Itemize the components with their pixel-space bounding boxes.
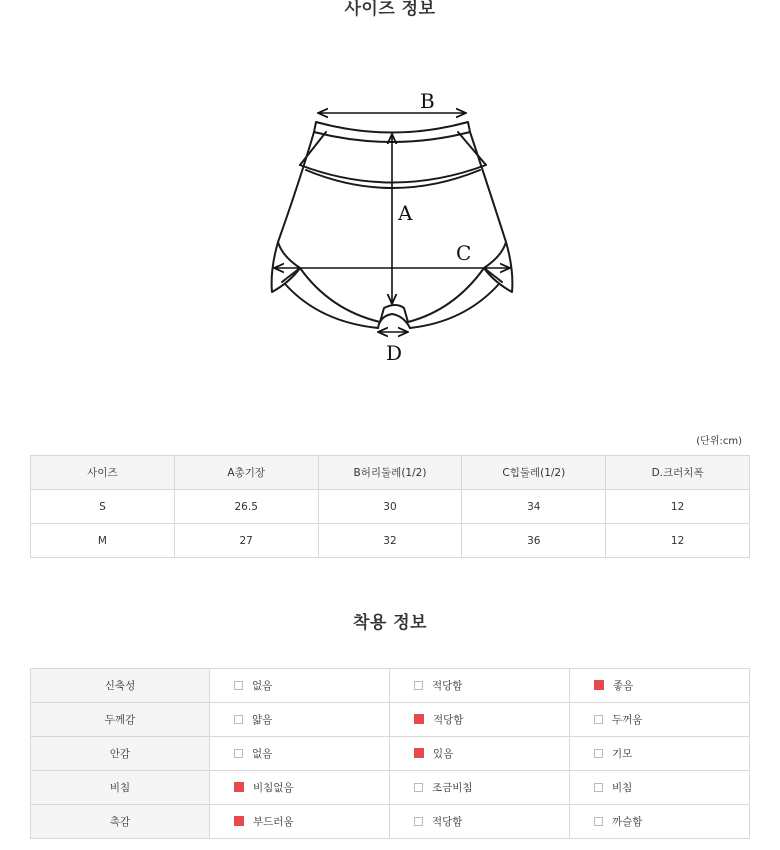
label-b: B: [420, 89, 435, 113]
fit-table: [30, 668, 750, 839]
label-a: A: [398, 201, 413, 225]
checkbox-checked[interactable]: [414, 714, 424, 724]
checkbox-checked[interactable]: [594, 680, 604, 690]
fit-info-title: 착용 정보: [352, 613, 428, 633]
label-c: C: [456, 241, 472, 265]
fit-option[interactable]: [210, 669, 390, 703]
fit-option-label: 적당함: [433, 714, 464, 726]
fit-option-label: 비침없음: [253, 782, 294, 794]
table-cell: 12: [606, 524, 750, 558]
table-cell: 34: [462, 490, 606, 524]
checkbox-unchecked[interactable]: [594, 817, 603, 826]
fit-row-label: 신축성: [31, 669, 210, 703]
fit-row: [31, 703, 750, 737]
fit-row: [31, 805, 750, 839]
fit-option[interactable]: [210, 703, 390, 737]
checkbox-unchecked[interactable]: [234, 749, 243, 758]
fit-option-label: 비침: [612, 782, 633, 794]
checkbox-unchecked[interactable]: [414, 783, 423, 792]
fit-option-label: 까슬함: [612, 816, 643, 828]
fit-option[interactable]: [570, 805, 750, 839]
fit-option-label: 좋음: [613, 680, 634, 692]
table-cell: S: [31, 490, 175, 524]
fit-option[interactable]: [570, 771, 750, 805]
table-header-row: [31, 456, 750, 490]
fit-option[interactable]: [390, 703, 570, 737]
checkbox-unchecked[interactable]: [414, 817, 423, 826]
checkbox-unchecked[interactable]: [234, 715, 243, 724]
header-cell: 사이즈: [31, 456, 175, 490]
fit-option[interactable]: [390, 771, 570, 805]
size-info-title: 사이즈 정보: [344, 0, 436, 19]
checkbox-unchecked[interactable]: [594, 715, 603, 724]
fit-row-label: 두께감: [31, 703, 210, 737]
fit-option-label: 조금비침: [432, 782, 473, 794]
checkbox-unchecked[interactable]: [594, 783, 603, 792]
fit-option[interactable]: [570, 737, 750, 771]
fit-row: [31, 669, 750, 703]
table-cell: 12: [606, 490, 750, 524]
checkbox-unchecked[interactable]: [234, 681, 243, 690]
fit-option[interactable]: [390, 805, 570, 839]
header-cell: D.크러치폭: [606, 456, 750, 490]
fit-option-label: 있음: [433, 748, 454, 760]
table-cell: 26.5: [174, 490, 318, 524]
table-cell: 27: [174, 524, 318, 558]
header-cell: B허리둘레(1/2): [318, 456, 462, 490]
fit-row: [31, 771, 750, 805]
fit-row: [31, 737, 750, 771]
table-row: [31, 524, 750, 558]
table-cell: M: [31, 524, 175, 558]
table-cell: 36: [462, 524, 606, 558]
checkbox-checked[interactable]: [234, 816, 244, 826]
checkbox-unchecked[interactable]: [594, 749, 603, 758]
table-row: [31, 490, 750, 524]
header-cell: C힙둘레(1/2): [462, 456, 606, 490]
fit-option-label: 기모: [612, 748, 633, 760]
fit-row-label: 안감: [31, 737, 210, 771]
fit-option[interactable]: [390, 669, 570, 703]
fit-option[interactable]: [210, 805, 390, 839]
fit-row-label: 촉감: [31, 805, 210, 839]
fit-option-label: 적당함: [432, 816, 463, 828]
unit-note: (단위:cm): [696, 436, 742, 447]
size-table: [30, 455, 750, 558]
label-d: D: [386, 341, 403, 365]
fit-option[interactable]: [210, 771, 390, 805]
checkbox-checked[interactable]: [414, 748, 424, 758]
table-cell: 32: [318, 524, 462, 558]
header-cell: A총기장: [174, 456, 318, 490]
fit-option-label: 부드러움: [253, 816, 294, 828]
fit-option[interactable]: [390, 737, 570, 771]
fit-option-label: 얇음: [252, 714, 273, 726]
fit-option[interactable]: [570, 703, 750, 737]
fit-row-label: 비침: [31, 771, 210, 805]
fit-option-label: 두꺼움: [612, 714, 643, 726]
checkbox-unchecked[interactable]: [414, 681, 423, 690]
fit-option[interactable]: [210, 737, 390, 771]
fit-option-label: 적당함: [432, 680, 463, 692]
table-cell: 30: [318, 490, 462, 524]
checkbox-checked[interactable]: [234, 782, 244, 792]
fit-option-label: 없음: [252, 680, 273, 692]
fit-option-label: 없음: [252, 748, 273, 760]
shorts-diagram: [260, 80, 520, 370]
fit-option[interactable]: [570, 669, 750, 703]
